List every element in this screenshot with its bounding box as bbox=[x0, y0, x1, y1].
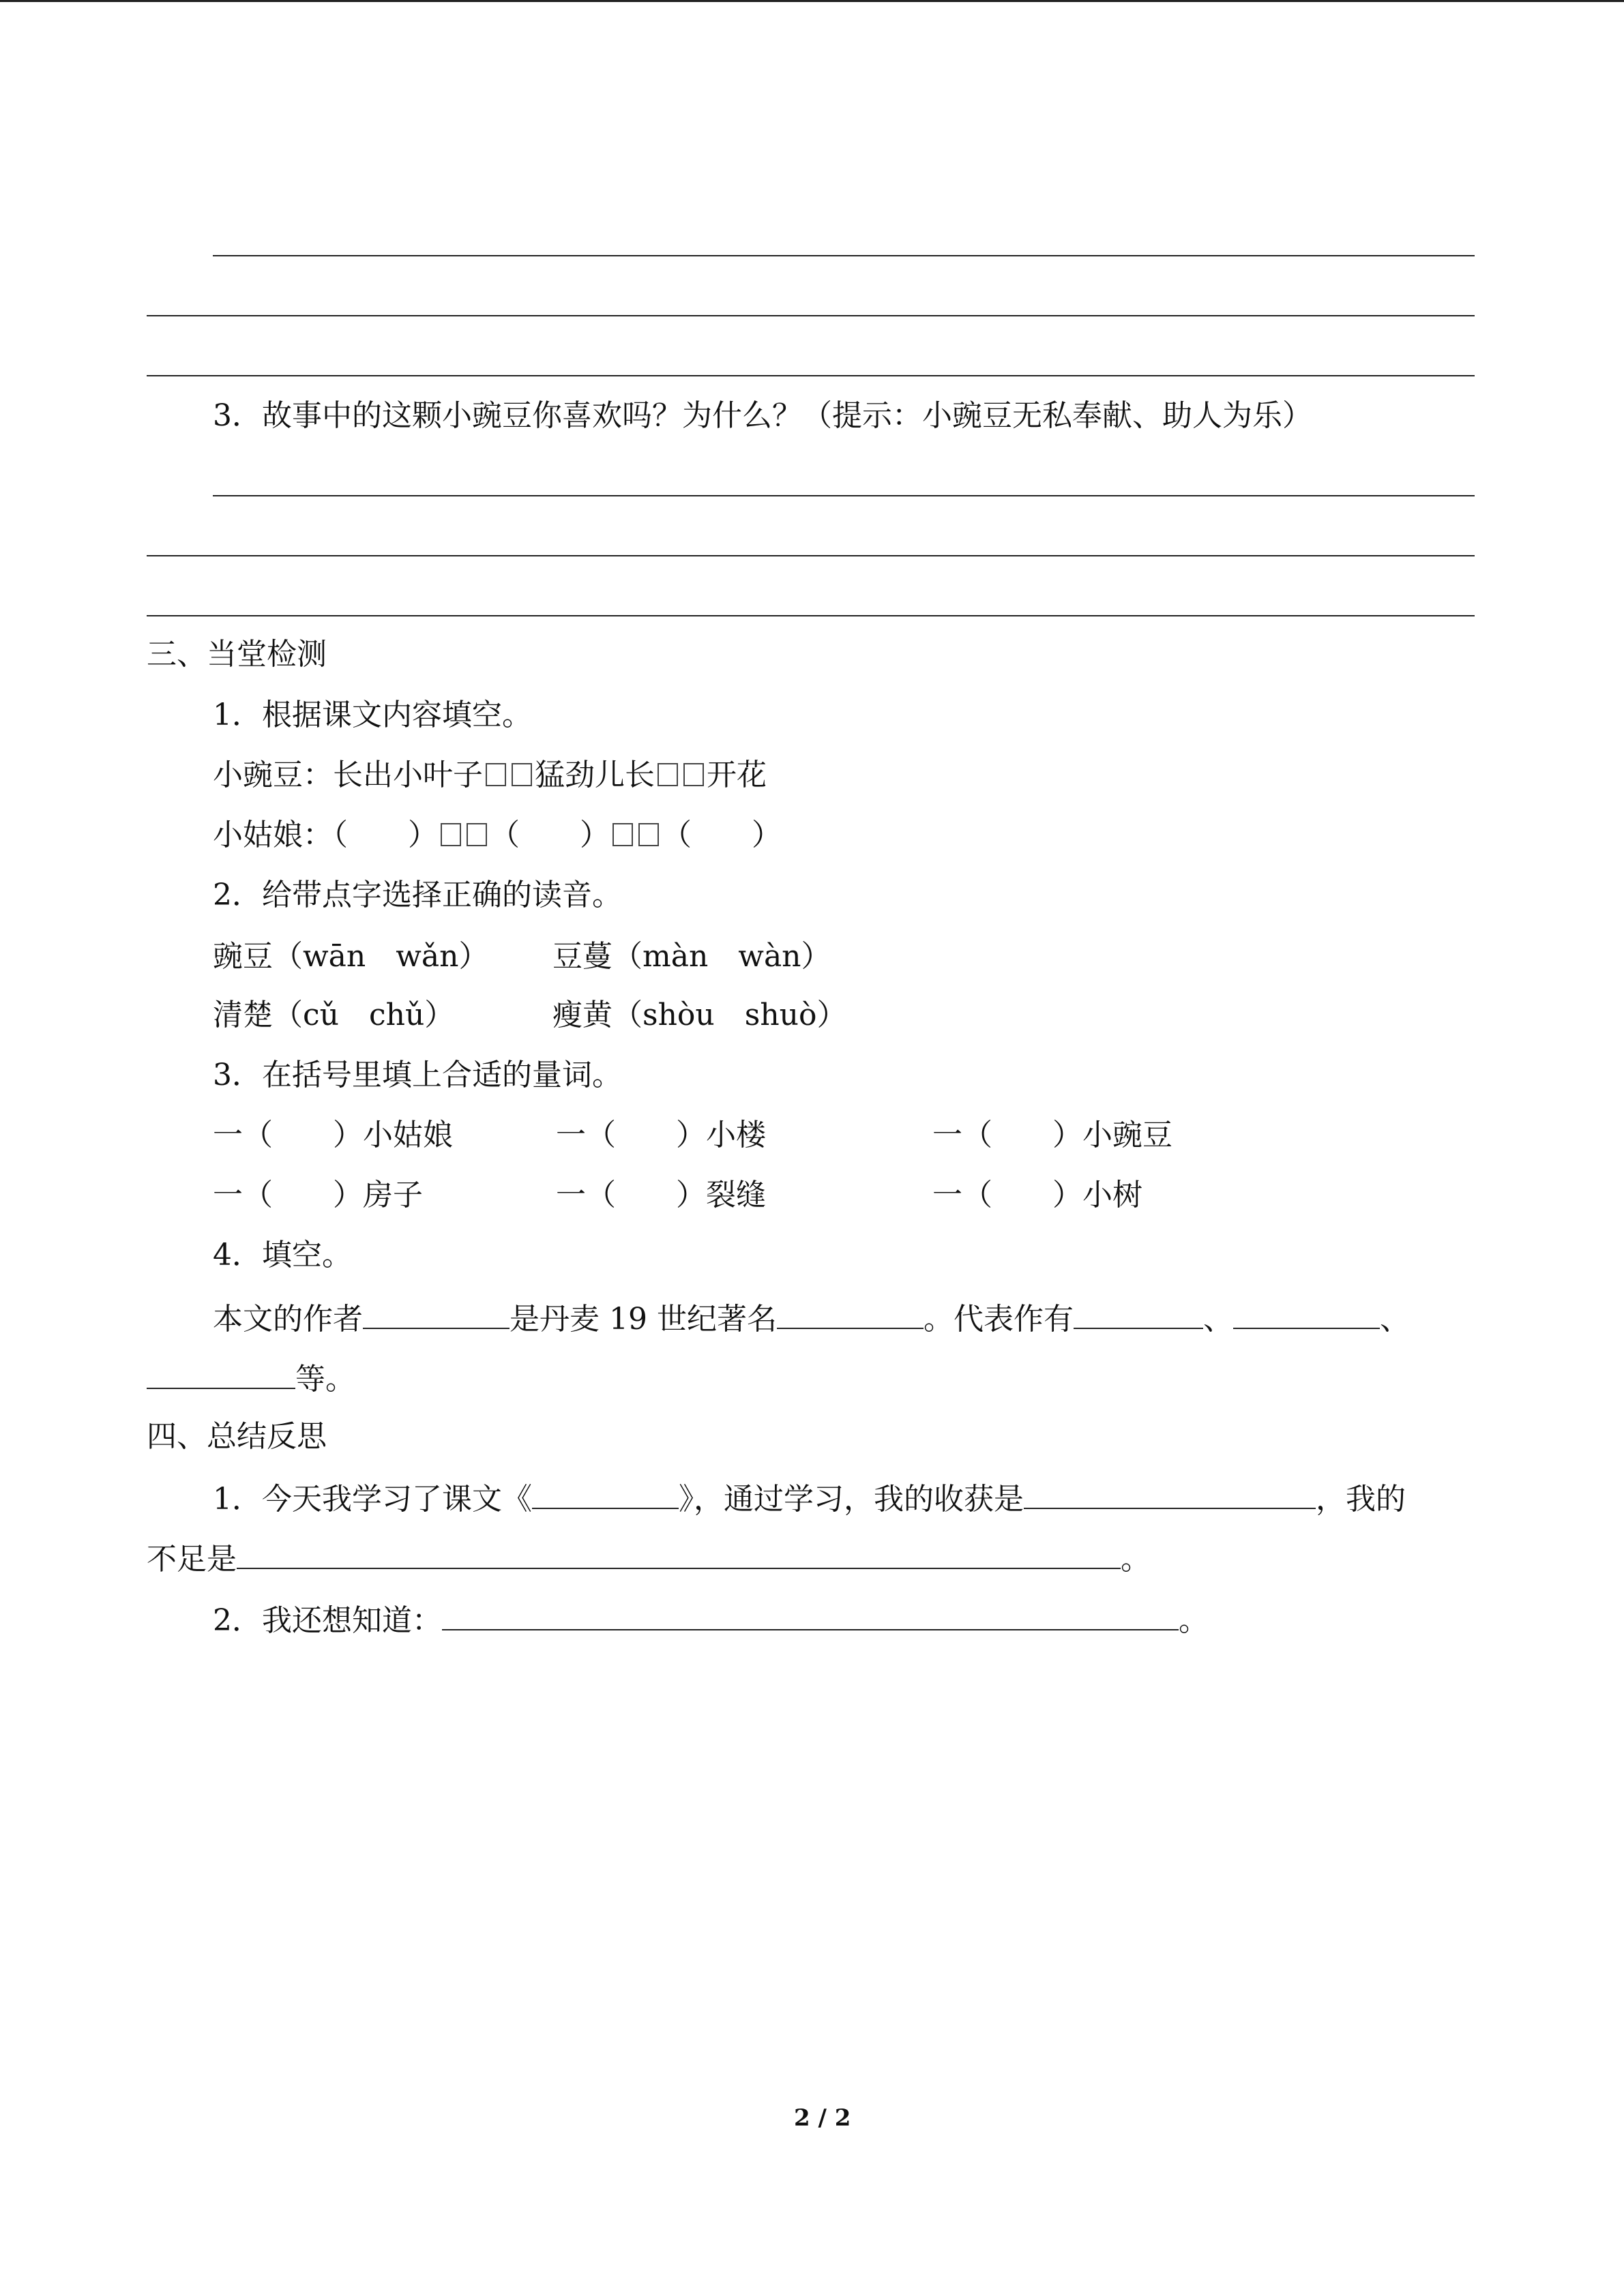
reflection-row: 2．我还想知道： 。 bbox=[213, 1598, 1209, 1641]
blank-box[interactable] bbox=[441, 823, 461, 846]
measure-word-item: 一（ ）小树 bbox=[932, 1178, 1142, 1212]
blank-line[interactable] bbox=[1074, 1296, 1203, 1329]
fill-in-row: 等。 bbox=[147, 1356, 355, 1400]
blank-box[interactable] bbox=[658, 763, 678, 786]
blank-box[interactable] bbox=[612, 823, 633, 846]
paren-blank[interactable]: （ ） bbox=[490, 818, 610, 852]
blank-line[interactable] bbox=[237, 1536, 1121, 1569]
blank-box[interactable] bbox=[512, 763, 532, 786]
question-title: 4．填空。 bbox=[213, 1238, 352, 1272]
answer-line[interactable] bbox=[147, 615, 1475, 616]
measure-word-item: 一（ ）小楼 bbox=[556, 1118, 766, 1152]
paren-blank[interactable]: （ ） bbox=[333, 818, 438, 852]
question-title: 3．在括号里填上合适的量词。 bbox=[213, 1058, 622, 1092]
section-heading: 四、总结反思 bbox=[147, 1419, 327, 1454]
blank-box[interactable] bbox=[467, 823, 487, 846]
paren-blank[interactable]: 一（ ） bbox=[556, 1118, 706, 1152]
pinyin-choice[interactable]: 豆蔓（màn wàn） bbox=[552, 939, 831, 974]
answer-line[interactable] bbox=[213, 495, 1475, 496]
answer-line[interactable] bbox=[147, 555, 1475, 556]
blank-line[interactable] bbox=[147, 1356, 295, 1389]
pea-end: 开花 bbox=[707, 758, 767, 792]
page-number: 2 / 2 bbox=[794, 2104, 851, 2132]
paren-blank[interactable]: 一（ ） bbox=[213, 1118, 363, 1152]
blank-box[interactable] bbox=[638, 823, 659, 846]
pea-mid: 猛劲儿长 bbox=[535, 758, 655, 792]
pinyin-choice[interactable]: 瘦黄（shòu shuò） bbox=[552, 998, 847, 1032]
question-title: 1．根据课文内容填空。 bbox=[213, 698, 532, 732]
pinyin-choice[interactable]: 清楚（cǔ chǔ） bbox=[213, 998, 455, 1032]
measure-word-item: 一（ ）小姑娘 bbox=[213, 1118, 453, 1152]
measure-word-item: 一（ ）房子 bbox=[213, 1178, 423, 1212]
blank-line[interactable] bbox=[532, 1476, 679, 1509]
paren-blank[interactable]: （ ） bbox=[662, 818, 782, 852]
question-text: 3．故事中的这颗小豌豆你喜欢吗？为什么？（提示：小豌豆无私奉献、助人为乐） bbox=[213, 398, 1312, 433]
fill-in-row: 本文的作者 是丹麦 19 世纪著名 。代表作有 、 、 bbox=[213, 1296, 1410, 1340]
girl-row bbox=[213, 815, 782, 856]
blank-line[interactable] bbox=[1024, 1476, 1316, 1509]
girl-label: 小姑娘： bbox=[213, 818, 333, 852]
measure-word-item: 一（ ）裂缝 bbox=[556, 1178, 766, 1212]
answer-line[interactable] bbox=[147, 315, 1475, 316]
answer-line[interactable] bbox=[147, 375, 1475, 376]
pea-growth-row bbox=[213, 755, 767, 796]
section-heading: 三、当堂检测 bbox=[147, 637, 327, 672]
pea-label: 小豌豆：长出小叶子 bbox=[213, 758, 483, 792]
blank-box[interactable] bbox=[486, 763, 506, 786]
paren-blank[interactable]: 一（ ） bbox=[932, 1118, 1082, 1152]
blank-line[interactable] bbox=[1233, 1296, 1380, 1329]
reflection-row: 1．今天我学习了课文《 》，通过学习，我的收获是 ，我的 bbox=[213, 1476, 1406, 1520]
paren-blank[interactable]: 一（ ） bbox=[932, 1178, 1082, 1212]
blank-line[interactable] bbox=[363, 1296, 510, 1329]
question-title: 2．给带点字选择正确的读音。 bbox=[213, 878, 622, 912]
measure-word-item: 一（ ）小豌豆 bbox=[932, 1118, 1172, 1152]
paren-blank[interactable]: 一（ ） bbox=[213, 1178, 363, 1212]
blank-box[interactable] bbox=[683, 763, 704, 786]
paren-blank[interactable]: 一（ ） bbox=[556, 1178, 706, 1212]
reflection-row: 不足是 。 bbox=[147, 1536, 1151, 1580]
blank-line[interactable] bbox=[442, 1598, 1179, 1630]
answer-line[interactable] bbox=[213, 255, 1475, 256]
blank-line[interactable] bbox=[777, 1296, 924, 1329]
page-top-border bbox=[0, 0, 1624, 2]
pinyin-choice[interactable]: 豌豆（wān wǎn） bbox=[213, 939, 489, 974]
